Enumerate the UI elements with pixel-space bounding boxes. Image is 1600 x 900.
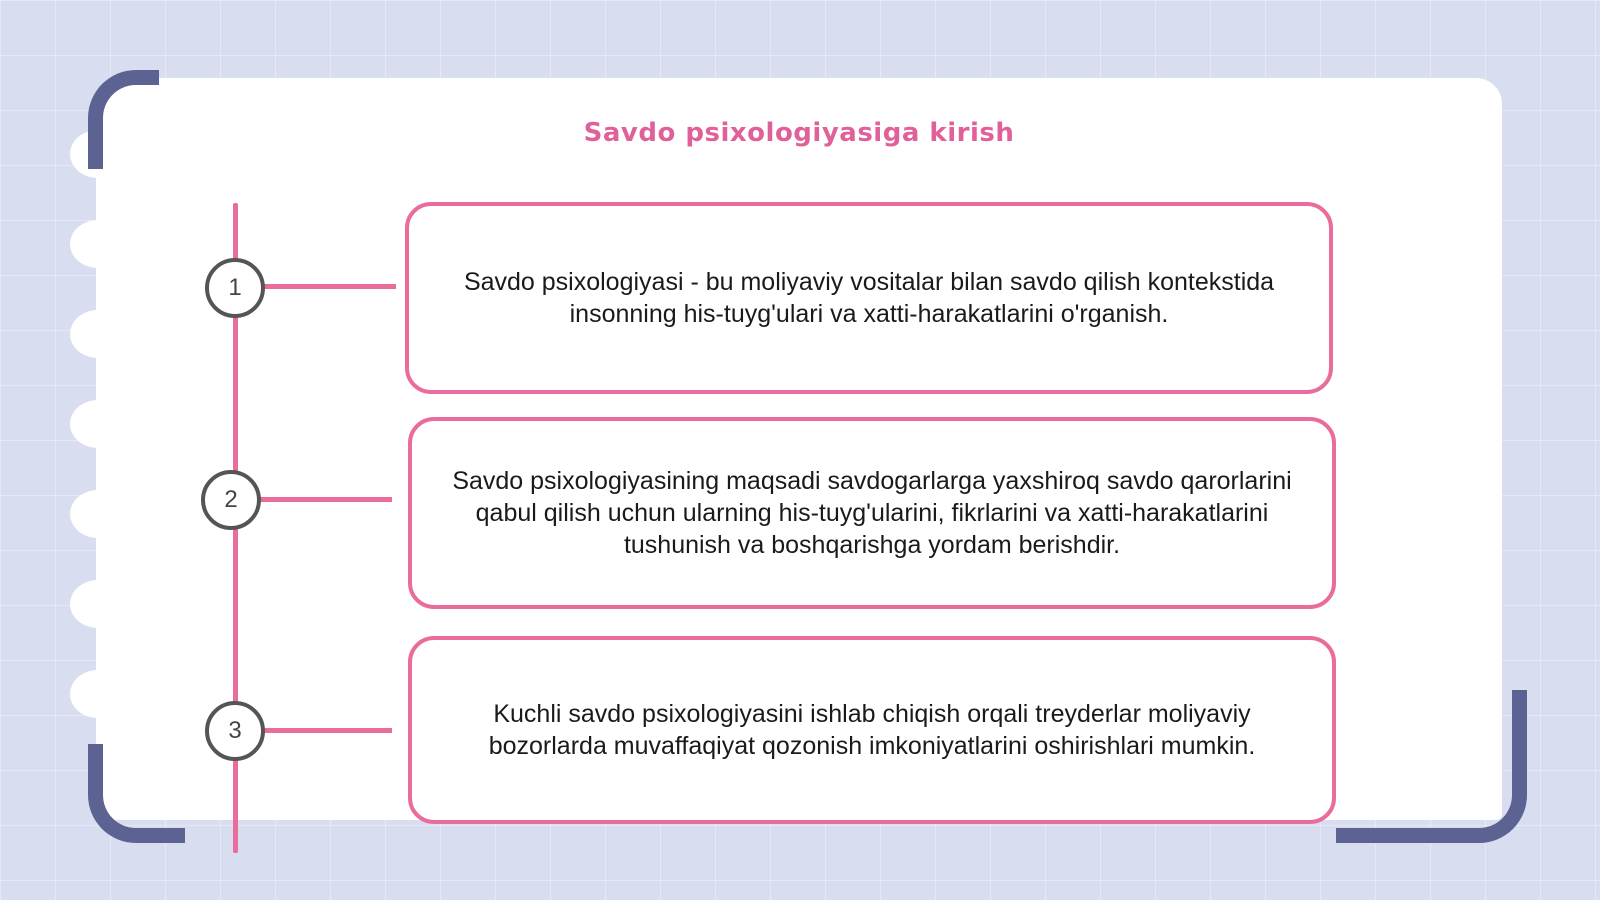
step-number-3: 3	[205, 701, 265, 761]
scallop	[70, 310, 126, 358]
corner-bracket-bottom-left	[88, 744, 185, 843]
step-text-2: Savdo psixologiyasining maqsadi savdogarlarga yaxshiroq savdo qarorlarini qabul qilish uchun ularning his-tuyg'ularini, fikrlarini va xatti-harakatlarini tushunish va boshqarishga yordam berishdir.	[452, 467, 1292, 559]
connector-1	[262, 284, 396, 289]
slide-title: Savdo psixologiyasiga kirish	[583, 118, 1015, 148]
step-text-1: Savdo psixologiyasi - bu moliyaviy vositalar bilan savdo qilish kontekstida insonning his-tuyg'ulari va xatti-harakatlarini o'rganish.	[463, 268, 1275, 328]
scallop	[70, 580, 126, 628]
step-card-3	[408, 636, 1336, 824]
scallop	[70, 670, 126, 718]
step-number-1: 1	[205, 258, 265, 318]
step-card-2	[408, 417, 1336, 609]
scalloped-edge	[70, 130, 130, 770]
connector-3	[262, 728, 392, 733]
step-number-2: 2	[201, 470, 261, 530]
scallop	[70, 490, 126, 538]
scallop	[70, 400, 126, 448]
step-text-3: Kuchli savdo psixologiyasini ishlab chiqish orqali treyderlar moliyaviy bozorlarda muvaffaqiyat qozonish imkoniyatlarini oshirishlari mumkin.	[488, 700, 1256, 760]
scallop	[70, 220, 126, 268]
corner-bracket-bottom-right	[1336, 690, 1527, 843]
connector-2	[258, 497, 392, 502]
step-card-1	[405, 202, 1333, 394]
